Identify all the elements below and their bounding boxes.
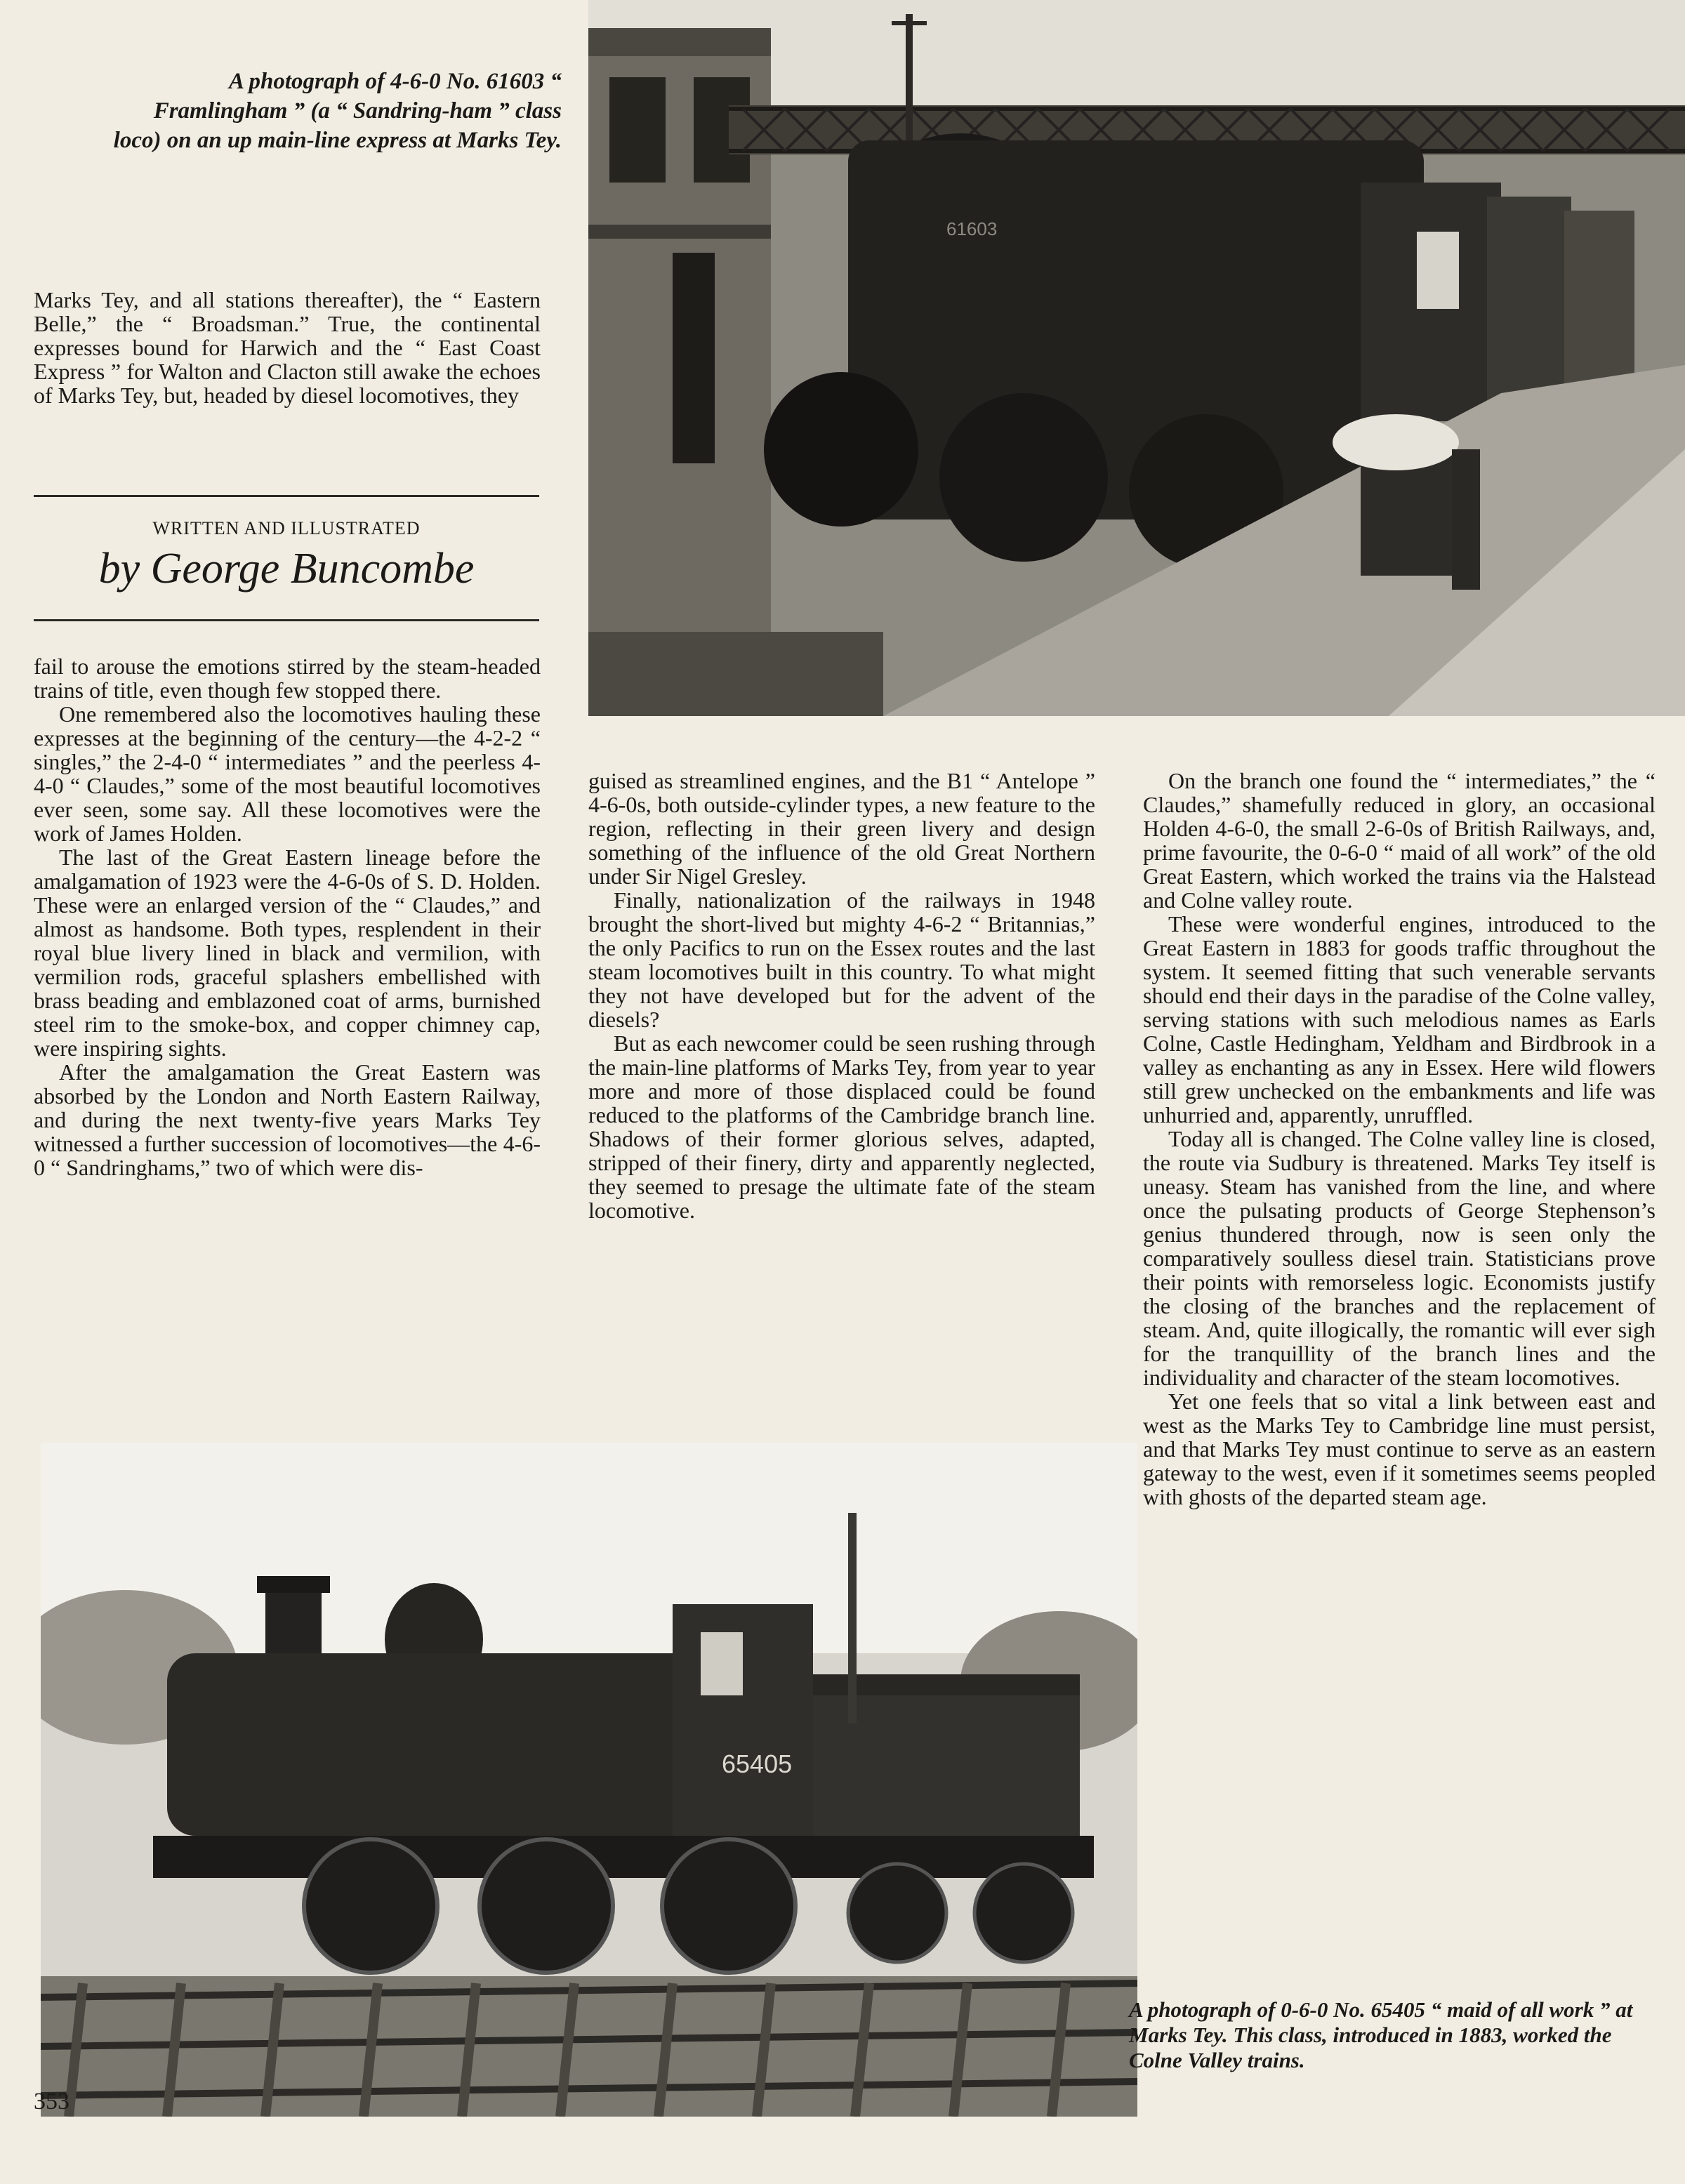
photo-framlingham-drawing — [588, 0, 1685, 716]
byline-author: by George Buncombe — [98, 545, 475, 593]
column-1 — [34, 654, 541, 1179]
column-1-intro — [34, 288, 541, 407]
photo-caption-top: A photograph of 4-6-0 No. 61603 “ Framlingham ” (a “ Sandring-ham ” class loco) on an up main-line express at Marks Tey. — [113, 69, 562, 153]
column-1-paragraph: After the amalgamation the Great Eastern was absorbed by the London and North Eastern Railway, and during the next twenty-five years Marks Tey witnessed a further succession of locomotives—the 4-6-0 “ Sandringhams,” two of which were dis- — [34, 1059, 541, 1180]
column-1-paragraph: fail to arouse the emotions stirred by the steam-headed trains of title, even though few stopped there. — [34, 654, 541, 703]
page-number: 353 — [34, 2089, 70, 2114]
photo-caption-bottom: A photograph of 0-6-0 No. 65405 “ maid of all work ” at Marks Tey. This class, introduced in 1883, worked the Colne Valley trains. — [1129, 1997, 1633, 2072]
column-3-paragraph: On the branch one found the “ intermediates,” the “ Claudes,” shamefully reduced in glory, an occasional Holden 4-6-0, the small 2-6-0s of British Railways, and, prime favourite, the 0-6-0 “ maid of all work” of the old Great Eastern, which worked the trains via the Halstead and Colne valley route. — [1143, 768, 1656, 913]
column-1-paragraph: The last of the Great Eastern lineage before the amalgamation of 1923 were the 4-6-0s of S. D. Holden. These were an enlarged version of the “ Claudes,” and almost as handsome. Both types, resplendent in their royal blue livery lined in black and vermilion, with vermilion rods, graceful splashers embellished with brass beading and emblazoned coat of arms, burnished steel rim to the smoke-box, and copper chimney cap, were inspiring sights. — [34, 845, 541, 1061]
byline-rule-bottom — [34, 619, 539, 621]
photo-bottom-loco-number: 65405 — [722, 1749, 793, 1778]
column-3-paragraph: Yet one feels that so vital a link between east and west as the Marks Tey to Cambridge line must persist, and that Marks Tey must continue to serve as an eastern gateway to the west, even if it sometimes seems peopled with ghosts of the departed steam age. — [1143, 1389, 1656, 1509]
column-2 — [588, 769, 1095, 1222]
byline-label: WRITTEN AND ILLUSTRATED — [152, 518, 421, 538]
column-1-paragraph: One remembered also the locomotives hauling these expresses at the beginning of the century—the 4-2-2 “ singles,” the 2-4-0 “ intermediates ” and the peerless 4-4-0 “ Claudes,” some of the most beautiful locomotives ever seen, some say. All these locomotives were the work of James Holden. — [34, 701, 541, 846]
photo-maid-drawing — [41, 1443, 1137, 2117]
photo-framlingham-locomotive — [588, 0, 1685, 716]
column-3-paragraph: These were wonderful engines, introduced to the Great Eastern in 1883 for goods traffic throughout the system. It seemed fitting that such venerable servants should end their days in the paradise of the Colne valley, serving stations with such melodious names as Earls Colne, Castle Hedingham, Yeldham and Birdbrook in a valley as enchanting as any in Essex. Here wild flowers still grew unchecked on the embankments and life was unhurried and, apparently, unruffled. — [1143, 911, 1656, 1127]
photo-top-loco-number: 61603 — [946, 218, 998, 239]
column-2-paragraph: guised as streamlined engines, and the B1 “ Antelope ” 4-6-0s, both outside-cylinder types, a new feature to the region, reflecting in their green livery and design something of the influence of the old Great Northern under Sir Nigel Gresley. — [588, 768, 1095, 889]
column-3-paragraph: Today all is changed. The Colne valley line is closed, the route via Sudbury is threatened. Marks Tey itself is uneasy. Steam has vanished from the line, and where once the pulsating products of George Stephenson’s genius thundered through, now is seen only the comparatively soulless diesel train. Statisticians prove their points with remorseless logic. Economists justify the closing of the branches and the replacement of steam. And, quite illogically, the romantic will ever sigh for the tranquillity of the branch lines and the individuality and character of the steam locomotives. — [1143, 1126, 1656, 1390]
column-1-intro-paragraph: Marks Tey, and all stations thereafter), the “ Eastern Belle,” the “ Broadsman.” True, the continental expresses bound for Harwich and the “ East Coast Express ” for Walton and Clacton still awake the echoes of Marks Tey, but, headed by diesel locomotives, they — [34, 287, 541, 408]
byline-rule-top — [34, 495, 539, 497]
column-3 — [1143, 769, 1656, 1509]
column-2-paragraph: But as each newcomer could be seen rushing through the main-line platforms of Marks Tey, from year to year more and more of those displaced could be found reduced to the platforms of the Cambridge branch line. Shadows of their former glorious selves, adapted, stripped of their finery, dirty and apparently neglected, they seemed to presage the ultimate fate of the steam locomotive. — [588, 1031, 1095, 1223]
photo-maid-of-all-work-locomotive — [41, 1443, 1137, 2117]
column-2-paragraph: Finally, nationalization of the railways in 1948 brought the short-lived but mighty 4-6-2 “ Britannias,” the only Pacifics to run on the Essex routes and the last steam locomotives built in this country. To what might they not have developed but for the advent of the diesels? — [588, 887, 1095, 1032]
